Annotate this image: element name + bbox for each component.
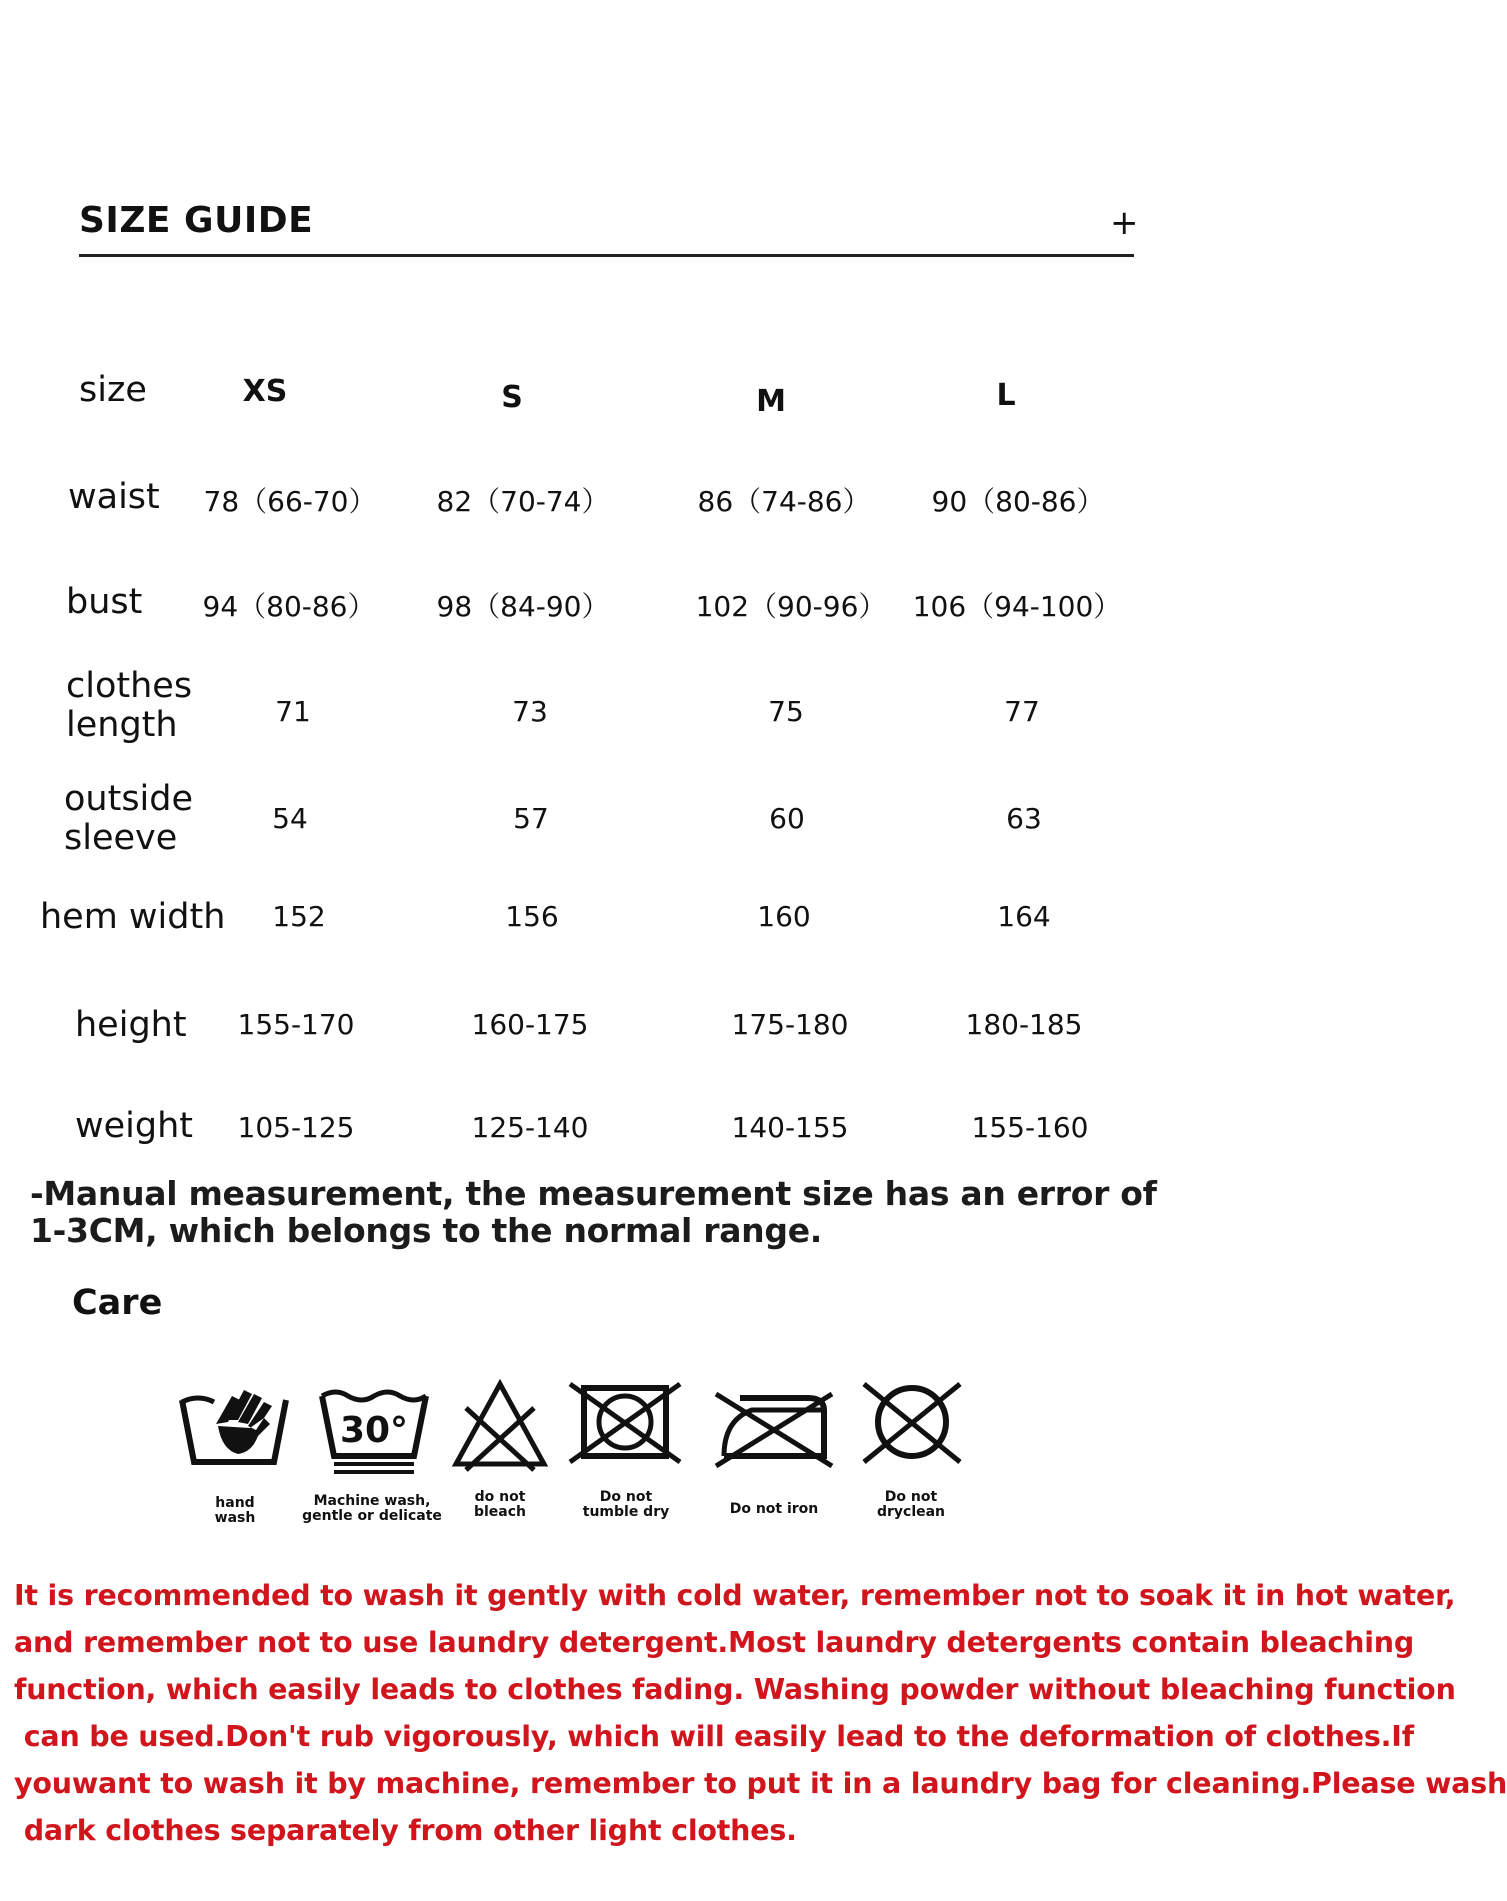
title-divider	[79, 254, 1134, 257]
cell-waist-l: 90（80-86）	[931, 485, 1105, 518]
care-line: youwant to wash it by machine, remember to put it in a laundry bag for cleaning.Please wash	[14, 1767, 1507, 1800]
cell-bust-xs: 94（80-86）	[202, 590, 376, 623]
cell-bust-s: 98（84-90）	[436, 590, 610, 623]
measurement-note: -Manual measurement, the measurement size has an error of 1-3CM, which belongs to the normal range.	[30, 1174, 1157, 1250]
row-label-hem-width: hem width	[40, 897, 226, 937]
cell-length-xs: 71	[275, 695, 311, 728]
size-col-xs: XS	[242, 374, 288, 409]
size-col-m: M	[756, 384, 786, 419]
row-label-outside-sleeve: outside sleeve	[64, 779, 194, 858]
care-line: can be used.Don't rub vigorously, which will easily lead to the deformation of clothes.If	[14, 1720, 1414, 1753]
cell-hem-l: 164	[997, 900, 1051, 933]
row-label-bust: bust	[66, 582, 143, 622]
page-title: SIZE GUIDE	[79, 200, 314, 241]
cell-height-xs: 155-170	[237, 1008, 355, 1041]
cell-weight-xs: 105-125	[237, 1111, 355, 1144]
cell-sleeve-m: 60	[769, 802, 805, 835]
cell-length-s: 73	[512, 695, 548, 728]
row-label-weight: weight	[75, 1106, 194, 1146]
do-not-dryclean-label: Do not dryclean	[876, 1489, 946, 1520]
cell-waist-xs: 78（66-70）	[203, 485, 377, 518]
row-label-clothes-length: clothes length	[66, 666, 193, 745]
care-line: function, which easily leads to clothes fading. Washing powder without bleaching function	[14, 1673, 1456, 1706]
do-not-bleach-label: do not bleach	[473, 1489, 527, 1520]
care-instructions	[14, 1572, 1507, 1854]
do-not-tumble-dry-icon	[566, 1380, 684, 1480]
machine-wash-label: Machine wash, gentle or delicate	[302, 1493, 442, 1524]
cell-weight-s: 125-140	[471, 1111, 589, 1144]
cell-sleeve-s: 57	[513, 802, 549, 835]
care-line: dark clothes separately from other light clothes.	[14, 1814, 797, 1847]
cell-length-l: 77	[1004, 695, 1040, 728]
expand-icon[interactable]: +	[1110, 203, 1139, 243]
cell-height-s: 160-175	[471, 1008, 589, 1041]
cell-hem-xs: 152	[272, 900, 326, 933]
cell-bust-l: 106（94-100）	[912, 590, 1122, 623]
cell-weight-m: 140-155	[731, 1111, 849, 1144]
row-label-waist: waist	[68, 477, 160, 517]
wash-temperature: 30°	[339, 1410, 409, 1451]
cell-weight-l: 155-160	[971, 1111, 1089, 1144]
hand-wash-icon	[178, 1380, 290, 1480]
do-not-iron-icon	[712, 1380, 836, 1480]
care-line: It is recommended to wash it gently with cold water, remember not to soak it in hot water,	[14, 1579, 1456, 1612]
row-label-height: height	[75, 1005, 187, 1045]
cell-hem-m: 160	[757, 900, 811, 933]
cell-hem-s: 156	[505, 900, 559, 933]
cell-sleeve-xs: 54	[272, 802, 308, 835]
do-not-iron-label: Do not iron	[729, 1501, 819, 1517]
do-not-bleach-icon	[452, 1380, 548, 1480]
cell-height-m: 175-180	[731, 1008, 849, 1041]
cell-sleeve-l: 63	[1006, 802, 1042, 835]
size-col-l: L	[996, 378, 1016, 413]
machine-wash-30-icon	[318, 1380, 430, 1480]
do-not-dryclean-icon	[858, 1380, 966, 1480]
cell-height-l: 180-185	[965, 1008, 1083, 1041]
size-col-s: S	[501, 380, 523, 415]
do-not-tumble-dry-label: Do not tumble dry	[582, 1489, 670, 1520]
care-title: Care	[72, 1283, 163, 1323]
cell-waist-m: 86（74-86）	[697, 485, 871, 518]
size-header-label: size	[79, 370, 147, 410]
cell-bust-m: 102（90-96）	[695, 590, 887, 623]
cell-waist-s: 82（70-74）	[436, 485, 610, 518]
cell-length-m: 75	[768, 695, 804, 728]
care-line: and remember not to use laundry detergent.Most laundry detergents contain bleaching	[14, 1626, 1415, 1659]
hand-wash-label: hand wash	[214, 1495, 256, 1526]
